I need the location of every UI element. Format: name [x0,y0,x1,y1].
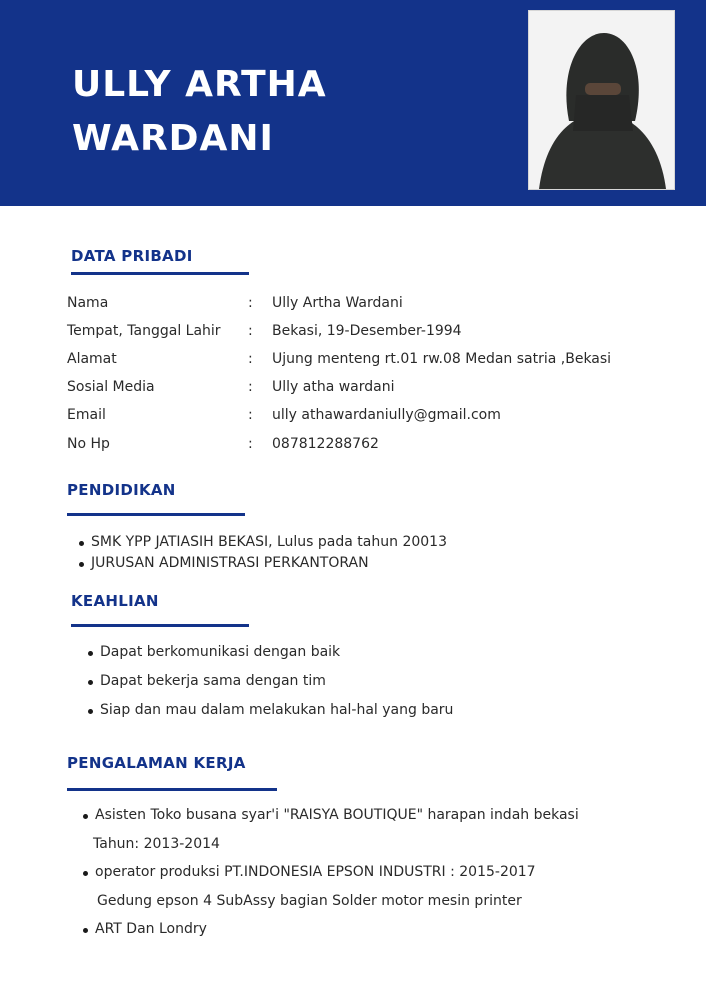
bullet-icon [88,680,93,685]
field-value-nama: Ully Artha Wardani [272,295,403,311]
name-second-line: WARDANI [72,118,274,159]
field-label-ttl: Tempat, Tanggal Lahir [67,323,221,339]
bullet-icon [83,814,88,819]
bullet-icon [88,651,93,656]
pengalaman-item: Asisten Toko busana syar'i "RAISYA BOUTIQUE" harapan indah bekasi [95,807,579,823]
bullet-icon [79,562,84,567]
keahlian-item: Dapat berkomunikasi dengan baik [100,644,341,660]
section-title-data-pribadi: DATA PRIBADI [71,247,193,265]
field-value-ttl: Bekasi, 19-Desember-1994 [272,323,462,339]
profile-photo-person-icon [529,11,674,189]
keahlian-item: Dapat bekerja sama dengan tim [100,673,326,689]
section-title-keahlian: KEAHLIAN [71,592,159,610]
name-first-line: ULLY ARTHA [72,64,327,105]
field-label-no-hp: No Hp [67,436,110,452]
profile-photo [528,10,675,190]
field-label-alamat: Alamat [67,351,117,367]
section-divider [71,272,249,275]
section-title-pendidikan: PENDIDIKAN [67,481,176,499]
section-divider [67,788,277,791]
field-value-alamat: Ujung menteng rt.01 rw.08 Medan satria ,Bekasi [272,351,612,367]
pengalaman-item: operator produksi PT.INDONESIA EPSON INDUSTRI : 2015-2017 [95,864,536,880]
pengalaman-detail: Gedung epson 4 SubAssy bagian Solder motor mesin printer [97,893,522,909]
bullet-icon [79,541,84,546]
field-separator: : [248,436,253,452]
bullet-icon [83,928,88,933]
bullet-icon [88,709,93,714]
bullet-icon [83,871,88,876]
field-separator: : [248,407,253,423]
field-separator: : [248,323,253,339]
section-divider [71,624,249,627]
field-separator: : [248,351,253,367]
field-separator: : [248,379,253,395]
field-separator: : [248,295,253,311]
field-value-email: ully athawardaniully@gmail.com [272,407,501,423]
section-divider [67,513,245,516]
field-value-sosial-media: Ully atha wardani [272,379,395,395]
field-label-sosial-media: Sosial Media [67,379,155,395]
pendidikan-item: SMK YPP JATIASIH BEKASI, Lulus pada tahun 20013 [91,534,447,550]
keahlian-item: Siap dan mau dalam melakukan hal-hal yang baru [100,702,454,718]
field-value-no-hp: 087812288762 [272,436,379,452]
pengalaman-item: ART Dan Londry [95,921,207,937]
pengalaman-detail: Tahun: 2013-2014 [93,836,220,852]
pendidikan-item: JURUSAN ADMINISTRASI PERKANTORAN [91,555,369,571]
section-title-pengalaman-kerja: PENGALAMAN KERJA [67,754,246,772]
field-label-nama: Nama [67,295,109,311]
field-label-email: Email [67,407,106,423]
